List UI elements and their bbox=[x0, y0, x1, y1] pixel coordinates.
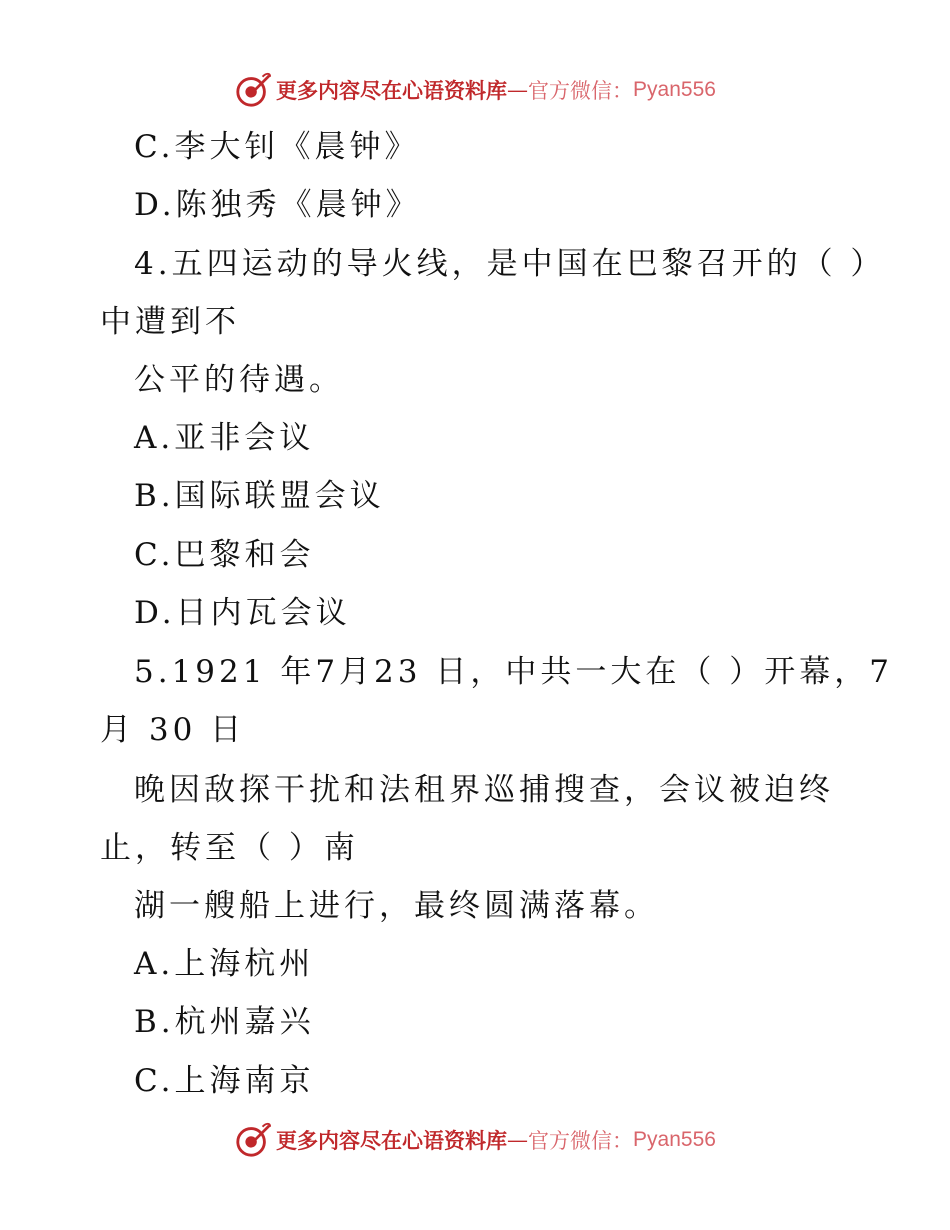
option-3c: C.李大钊《晨钟》 bbox=[134, 129, 420, 165]
question-4-line-3: 公平的待遇。 bbox=[134, 362, 344, 398]
header-site-text: 更多内容尽在心语资料库 bbox=[276, 78, 508, 103]
option-4b: B.国际联盟会议 bbox=[134, 478, 385, 514]
option-3d: D.陈独秀《晨钟》 bbox=[134, 187, 421, 223]
option-5c: C.上海南京 bbox=[134, 1063, 315, 1099]
header-wechat-id: Pyan556 bbox=[633, 78, 716, 101]
question-5-line-3: 晚因敌探干扰和法租界巡捕搜查，会议被迫终 bbox=[134, 772, 834, 808]
footer-site-text: 更多内容尽在心语资料库 bbox=[276, 1128, 508, 1153]
option-4d: D.日内瓦会议 bbox=[134, 595, 351, 631]
header-dash: — bbox=[507, 78, 529, 102]
footer-banner bbox=[0, 1118, 950, 1162]
option-4a: A.亚非会议 bbox=[134, 420, 315, 456]
footer-wechat-label: 官方微信： bbox=[528, 1129, 634, 1153]
footer-wechat-id: Pyan556 bbox=[633, 1128, 716, 1151]
question-5-line-1: 5.1921 年7月23 日，中共一大在（ ）开幕，7 bbox=[134, 654, 893, 690]
option-4c: C.巴黎和会 bbox=[134, 537, 315, 573]
question-5-line-4: 止，转至（ ）南 bbox=[100, 830, 359, 866]
question-5-line-5: 湖一艘船上进行，最终圆满落幕。 bbox=[134, 888, 659, 924]
option-5a: A.上海杭州 bbox=[134, 946, 315, 982]
question-5-line-2: 月 30 日 bbox=[100, 712, 246, 748]
footer-dash: — bbox=[507, 1128, 529, 1152]
question-4-line-2: 中遭到不 bbox=[100, 304, 240, 340]
quill-pen-seal-icon bbox=[234, 1121, 272, 1159]
option-5b: B.杭州嘉兴 bbox=[134, 1004, 315, 1040]
header-wechat-label: 官方微信： bbox=[528, 79, 634, 103]
question-4-line-1: 4.五四运动的导火线，是中国在巴黎召开的（ ） bbox=[134, 246, 886, 282]
